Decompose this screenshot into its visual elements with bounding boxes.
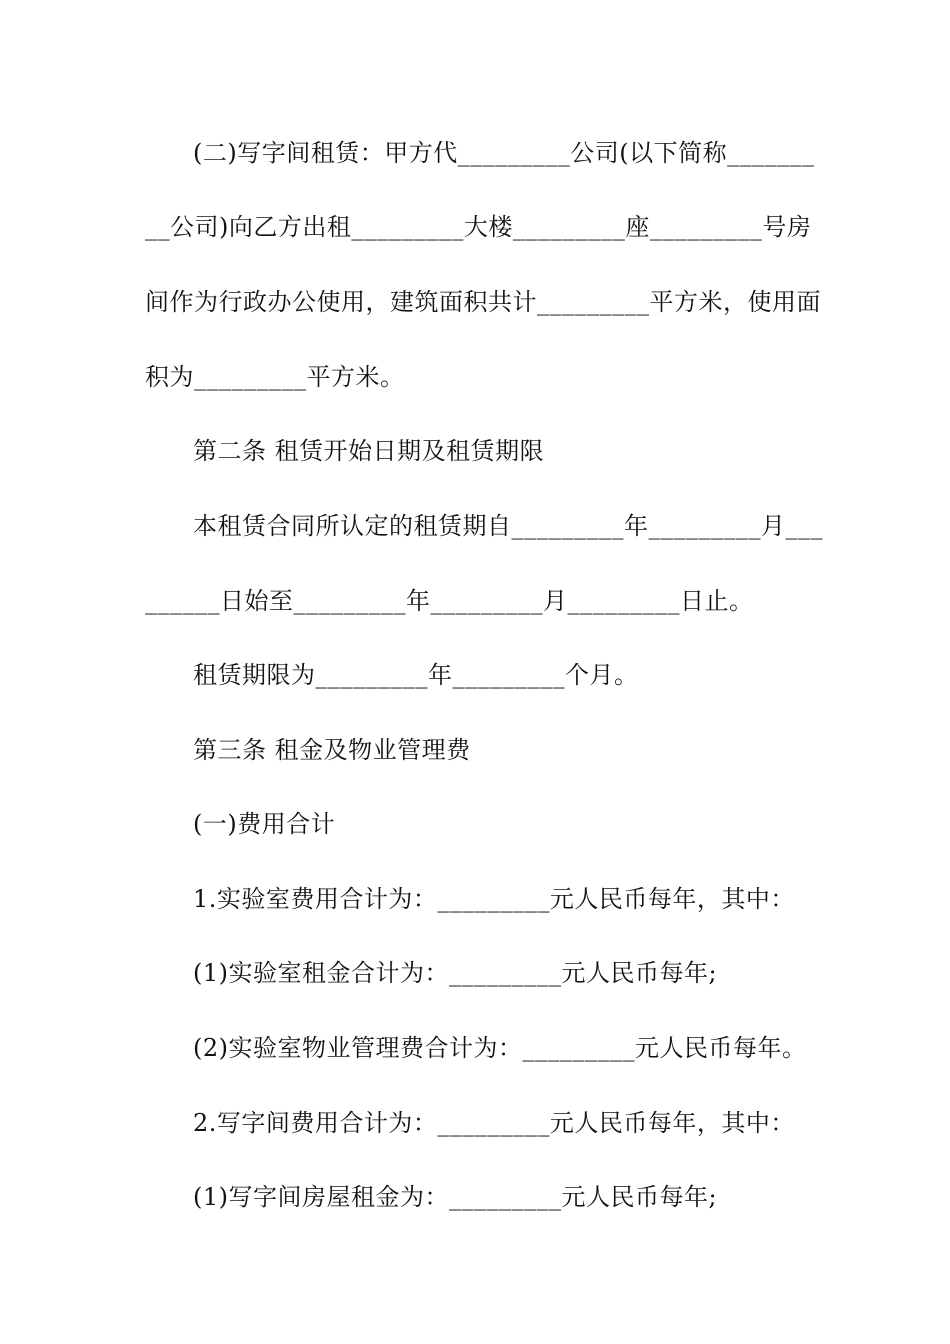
paragraph-lease-term-line-1: 本租赁合同所认定的租赁期自_________年_________月___ bbox=[193, 512, 823, 540]
paragraph-lease-term-line-2: ______日始至_________年_________月_________日止。 bbox=[145, 587, 754, 615]
paragraph-office-lease-line-4: 积为_________平方米。 bbox=[145, 363, 405, 391]
item-office-fee-total: 2.写字间费用合计为：_________元人民币每年，其中： bbox=[193, 1109, 795, 1137]
section-fee-total-heading: (一)费用合计 bbox=[193, 810, 336, 838]
paragraph-lease-duration: 租赁期限为_________年_________个月。 bbox=[193, 661, 639, 689]
item-lab-rent-total: (1)实验室租金合计为：_________元人民币每年; bbox=[193, 959, 718, 987]
article-2-heading: 第二条 租赁开始日期及租赁期限 bbox=[193, 437, 545, 465]
item-office-rent: (1)写字间房屋租金为：_________元人民币每年; bbox=[193, 1183, 718, 1211]
article-3-heading: 第三条 租金及物业管理费 bbox=[193, 736, 471, 764]
paragraph-office-lease-line-3: 间作为行政办公使用，建筑面积共计_________平方米，使用面 bbox=[145, 288, 821, 316]
item-lab-management-fee: (2)实验室物业管理费合计为：_________元人民币每年。 bbox=[193, 1034, 807, 1062]
item-lab-fee-total: 1.实验室费用合计为：_________元人民币每年，其中： bbox=[193, 885, 795, 913]
paragraph-office-lease-line-1: (二)写字间租赁：甲方代_________公司(以下简称_______ bbox=[193, 139, 815, 167]
paragraph-office-lease-line-2: __公司)向乙方出租_________大楼_________座_________号房 bbox=[145, 213, 812, 241]
